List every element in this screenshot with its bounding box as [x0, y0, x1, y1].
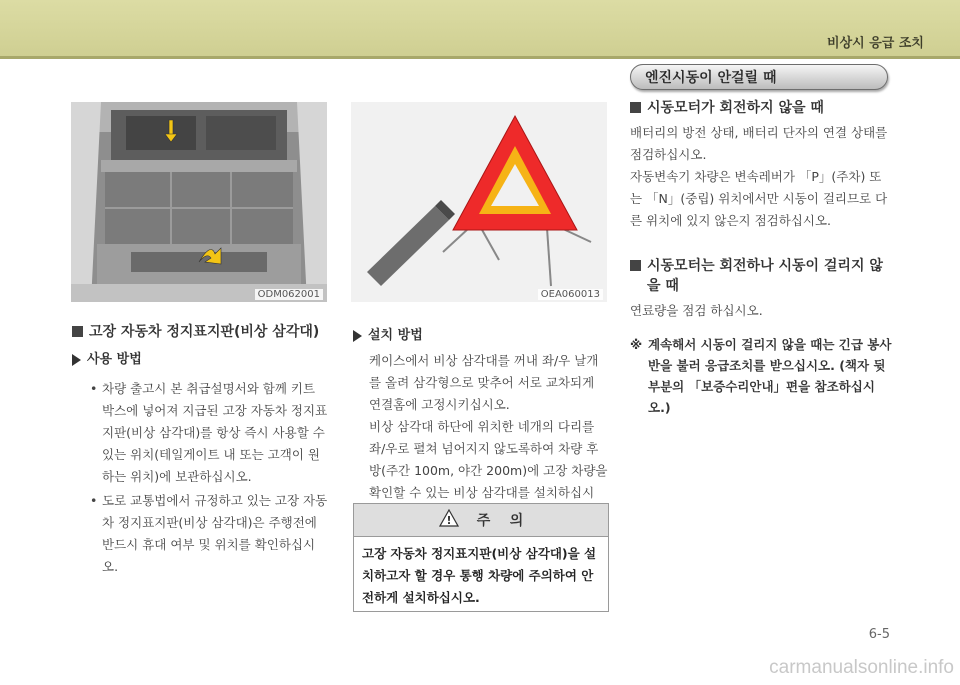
list-item [88, 490, 328, 578]
page-number: 6-5 [868, 627, 890, 642]
list-item-text: 차량 출고시 본 취급설명서와 함께 키트 박스에 넣어져 지급된 고장 자동차 정지표지판(비상 삼각대)를 항상 즉시 사용할 수 있는 위치(테일게이트 내 또는 고객이 원하는 위치)에 보관하십시오. [102, 381, 328, 484]
list-item-text: 도로 교통법에서 규정하고 있는 고장 자동차 정지표지판(비상 삼각대)은 주행전에 반드시 휴대 여부 및 위치를 확인하십시오. [102, 493, 328, 574]
warning-icon-glyph: ! [446, 514, 452, 527]
cargo-area-illustration [71, 102, 327, 302]
caution-title: 주 의 [476, 513, 524, 529]
note [630, 334, 892, 418]
sub-heading [353, 326, 609, 346]
section-pill [630, 64, 888, 90]
section-title: 비상시 응급 조치 [827, 36, 924, 51]
paragraph: 연료량을 점검 하십시오. [630, 303, 763, 318]
triangle-bullet-icon [353, 330, 362, 342]
section-heading [630, 256, 892, 296]
caution-header [354, 504, 608, 537]
middle-column [353, 326, 609, 526]
section-pill-text: 엔진시동이 안걸릴 때 [645, 70, 777, 86]
paragraph: 비상 삼각대 하단에 위치한 네개의 다리를 좌/우로 펼쳐 넘어지지 않도록하여 차량 후방(주간 100m, 야간 200m)에 고장 차량을 확인할 수 있는 비상 삼각대를 설치하십시 [369, 419, 608, 500]
paragraph: 자동변속기 차량은 변속레버가 「P」(주차) 또는 「N」(중립) 위치에서만 시동이 걸리므로 다른 위치에 있지 않은지 점검하십시오. [630, 169, 888, 228]
note-mark: ※ [630, 337, 643, 352]
bullet-icon: • [90, 493, 98, 508]
bullet-list [88, 378, 328, 578]
watermark: carmanualsonline.info [769, 657, 954, 678]
list-item [88, 378, 328, 488]
install-instructions [353, 350, 609, 526]
square-bullet-icon [630, 260, 641, 271]
starter-turning-text [630, 300, 892, 322]
warning-triangle-photo [351, 102, 607, 302]
right-column [630, 98, 892, 322]
photo-code: OEA060013 [538, 289, 603, 300]
warning-icon [439, 509, 459, 531]
left-column [72, 322, 328, 578]
triangle-bullet-icon [72, 354, 81, 366]
square-bullet-icon [72, 326, 83, 337]
sub-heading-text: 사용 방법 [87, 352, 142, 367]
section-heading [72, 322, 328, 342]
header-divider [0, 56, 960, 59]
cargo-area-photo [71, 102, 327, 302]
header-bar [0, 0, 960, 56]
starter-not-turning-text [630, 122, 892, 232]
heading-text: 고장 자동차 정지표지판(비상 삼각대) [89, 324, 320, 340]
warning-triangle-illustration [351, 102, 607, 302]
sub-heading [72, 350, 328, 370]
paragraph: 케이스에서 비상 삼각대를 꺼내 좌/우 날개를 올려 삼각형으로 맞추어 서로 교차되게 연결홈에 고정시키십시오. [369, 353, 599, 412]
section-heading [630, 98, 892, 118]
photo-code: ODM062001 [255, 289, 323, 300]
paragraph: 배터리의 방전 상태, 배터리 단자의 연결 상태를 점검하십시오. [630, 125, 888, 162]
caution-text: 고장 자동차 정지표지판(비상 삼각대)을 설치하고자 할 경우 통행 차량에 주의하여 안전하게 설치하십시오. [362, 546, 597, 605]
note-text: 계속해서 시동이 걸리지 않을 때는 긴급 봉사반을 불러 응급조치를 받으십시오. (책자 뒷부분의 「보증수리안내」편을 참조하십시오.) [648, 337, 892, 415]
heading-text: 시동모터가 회전하지 않을 때 [647, 100, 824, 116]
heading-text: 시동모터는 회전하나 시동이 걸리지 않을 때 [647, 258, 883, 294]
bullet-icon: • [90, 381, 98, 396]
caution-box [353, 503, 609, 612]
square-bullet-icon [630, 102, 641, 113]
sub-heading-text: 설치 방법 [368, 328, 423, 343]
